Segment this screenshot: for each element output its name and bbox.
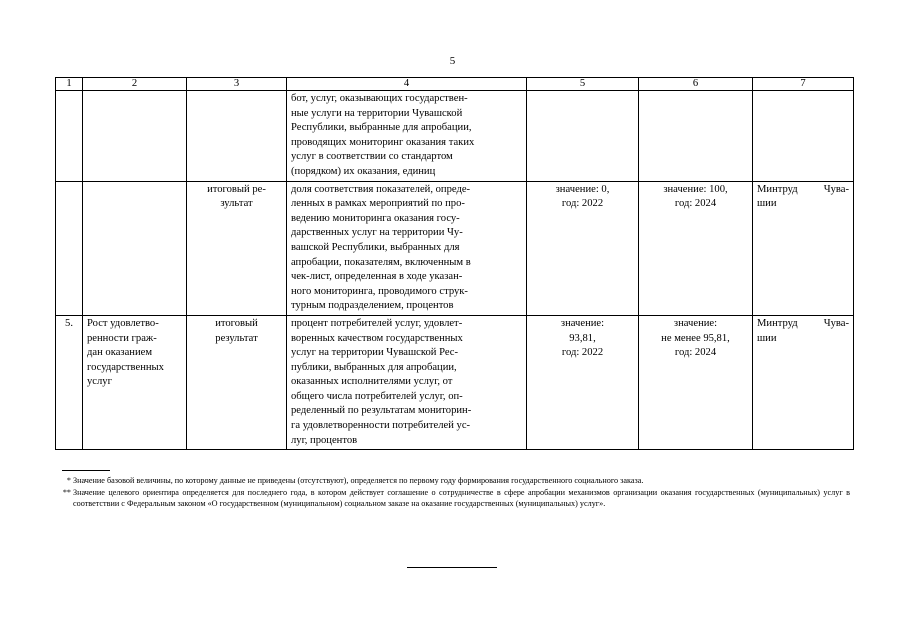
target-value-cell-line: значение:: [673, 317, 718, 329]
indicator-cell-line: оказанных исполнителями услуг, от: [291, 376, 453, 388]
target-value-cell: [639, 91, 753, 182]
indicators-table: [55, 77, 854, 450]
table-header-row: [56, 78, 854, 91]
indicator-cell-line: турным подразделением, процентов: [291, 300, 454, 312]
indicator-cell-line: публики, выбранных для апробации,: [291, 361, 457, 373]
base-value-cell-line: год: 2022: [561, 347, 604, 359]
indicator-cell-line: бот, услуг, оказывающих государствен-: [291, 93, 468, 104]
result-type-cell: [187, 91, 287, 182]
indicator-cell: [287, 91, 527, 182]
goal-cell-line: Рост удовлетво-: [87, 317, 159, 329]
table-row: [56, 315, 854, 449]
indicator-cell-line: воренных качеством государственных: [291, 332, 463, 344]
indicator-cell-line: ведению мониторинга оказания госу-: [291, 212, 460, 224]
target-value-cell-line: год: 2024: [674, 198, 717, 210]
table-row: [56, 181, 854, 315]
footnote: [60, 487, 850, 510]
responsible-name-cont: Чува-: [823, 183, 849, 195]
footnote-text: Значение базовой величины, по которому данные не приведены (отсутствуют), определяется по первому году формирования государственного социального заказа.: [73, 476, 644, 485]
column-header-4: 4: [287, 78, 527, 91]
indicator-cell-line: общего числа потребителей услуг, оп-: [291, 390, 463, 402]
responsible-name: Минтруд: [757, 317, 798, 329]
indicator-cell-line: проводящих мониторинг оказания таких: [291, 136, 475, 148]
indicator-cell: [287, 315, 527, 449]
result-type-cell-line: результат: [215, 332, 258, 344]
responsible-name: Минтруд: [757, 183, 798, 195]
footnote: [60, 475, 850, 487]
base-value-cell: [527, 315, 639, 449]
goal-cell: [83, 315, 187, 449]
responsible-cell: [753, 315, 854, 449]
indicator-cell-line: услуг в соответствии со стандартом: [291, 151, 453, 163]
row-number: [56, 91, 83, 182]
base-value-cell-line: значение: 0,: [555, 183, 610, 195]
indicator-cell-line: вашской Республики, выбранных для: [291, 241, 460, 253]
table-row: [56, 91, 854, 182]
row-number: [56, 181, 83, 315]
base-value-cell: [527, 91, 639, 182]
footnote-separator: [62, 470, 110, 471]
indicator-cell-line: ленных в рамках мероприятий по про-: [291, 198, 465, 210]
column-header-5: 5: [527, 78, 639, 91]
indicator-cell-line: ного мониторинга, проводимого струк-: [291, 285, 468, 297]
goal-cell-line: услуг: [87, 376, 112, 388]
goal-cell-line: государственных: [87, 361, 164, 373]
column-header-3: 3: [187, 78, 287, 91]
responsible-name-line2: шии: [757, 198, 777, 210]
indicator-cell-line: чек-лист, определенная в ходе указан-: [291, 271, 463, 283]
result-type-cell-line: итоговый: [215, 317, 258, 329]
responsible-cell: [753, 181, 854, 315]
page-number: 5: [449, 55, 456, 67]
goal-cell: [83, 91, 187, 182]
footnote-text: Значение целевого ориентира определяется для последнего года, в котором действует соглашение о сотрудничестве в сфере апробации механизмов организации оказания государственных (муниципальных) услуг в соответствии с Федеральным законом «О государственном (муниципальном) социальном заказе на оказание государственных (муниципальных) услуг».: [73, 487, 850, 509]
indicator-cell-line: га удовлетворенности потребителей ус-: [291, 420, 471, 432]
footnote-mark: **: [62, 487, 71, 497]
end-of-page-line: [407, 567, 497, 568]
row-number: 5.: [56, 315, 83, 449]
indicator-cell-line: доля соответствия показателей, опреде-: [291, 183, 471, 195]
result-type-cell-line: зультат: [220, 198, 253, 210]
base-value-cell-line: значение:: [560, 317, 605, 329]
indicator-cell-line: ные услуги на территории Чувашской: [291, 107, 463, 119]
base-value-cell: [527, 181, 639, 315]
column-header-1: 1: [56, 78, 83, 91]
footnotes: [60, 475, 850, 510]
target-value-cell: [639, 181, 753, 315]
responsible-name-line2: шии: [757, 332, 777, 344]
base-value-cell-line: год: 2022: [561, 198, 604, 210]
result-type-cell: [187, 315, 287, 449]
indicator-cell-line: Республики, выбранные для апробации,: [291, 122, 472, 134]
indicator-cell-line: луг, процентов: [291, 434, 358, 446]
result-type-cell: [187, 181, 287, 315]
indicator-cell-line: дарственных услуг на территории Чу-: [291, 227, 463, 239]
column-header-6: 6: [639, 78, 753, 91]
indicator-cell-line: услуг на территории Чувашской Рес-: [291, 347, 459, 359]
goal-cell: [83, 181, 187, 315]
footnote-mark: *: [66, 476, 71, 485]
responsible-name-cont: Чува-: [823, 317, 849, 329]
target-value-cell-line: не менее 95,81,: [661, 332, 730, 344]
goal-cell-line: дан оказанием: [87, 347, 153, 359]
result-type-cell-line: итоговый ре-: [207, 183, 266, 195]
indicator-cell: [287, 181, 527, 315]
indicator-cell-line: процент потребителей услуг, удовлет-: [291, 317, 463, 329]
indicator-cell-line: (порядком) их оказания, единиц: [291, 165, 436, 177]
target-value-cell-line: год: 2024: [674, 347, 717, 359]
indicator-cell-line: апробации, показателям, включенным в: [291, 256, 471, 268]
column-header-7: 7: [753, 78, 854, 91]
responsible-cell: [753, 91, 854, 182]
base-value-cell-line: 93,81,: [569, 332, 596, 344]
column-header-2: 2: [83, 78, 187, 91]
goal-cell-line: ренности граж-: [87, 332, 157, 344]
target-value-cell-line: значение: 100,: [663, 183, 728, 195]
target-value-cell: [639, 315, 753, 449]
indicator-cell-line: ределенный по результатам мониторин-: [291, 405, 472, 417]
